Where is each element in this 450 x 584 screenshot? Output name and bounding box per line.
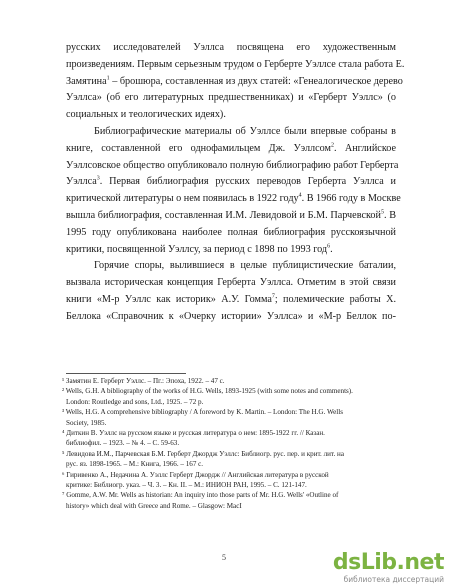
- text-run: Уэллсовское общество опубликовало полную библиографию работ Герберта: [66, 159, 399, 171]
- paragraph-line: [66, 292, 396, 309]
- watermark-subtitle: библиотека диссертаций: [343, 575, 444, 584]
- text-run: критической литературы о нем появилась в 1922 году: [66, 193, 299, 205]
- footnote-ref[interactable]: 2: [330, 142, 334, 149]
- footnote-line: history» which deal with Greece and Rome. – Glasgow: MacI: [66, 501, 242, 510]
- text-run: Библиографические материалы об Уэллсе были впервые собраны в: [94, 125, 396, 137]
- paragraph-line: [66, 141, 396, 158]
- text-run: Уэллса: [66, 176, 97, 188]
- footnote-line: London: Routledge and sons, Ltd., 1925. – 72 p.: [66, 397, 204, 406]
- footnote-line: ⁷ Gomme, A.W. Mr. Wells as historian: An inquiry into those parts of Mr. H.G. Wells' «Outline of: [62, 491, 339, 500]
- paragraph-line: [66, 57, 405, 74]
- paragraph-line: [66, 90, 396, 107]
- paragraph-line: [66, 258, 396, 275]
- footnote-line: ² Wells, G.H. A bibliography of the works of H.G. Wells, 1893-1925 (with some notes and comments).: [62, 387, 353, 396]
- watermark-logo: dsLib.net: [332, 550, 444, 575]
- footnote-line: ⁴ Диткин В. Уэллс на русском языке и русская литература о нем: 1895-1922 гг. // Казан.: [62, 429, 325, 438]
- paragraph-line: [66, 242, 396, 259]
- footnote-line: библиофил. – 1923. – № 4. – С. 59-63.: [66, 439, 180, 448]
- footnote-line: критике: Библиогр. указ. – Ч. 3. – Кн. II. – М.: ИНИОН РАН, 1995. – С. 121-147.: [66, 481, 307, 490]
- paragraph-line: [66, 174, 396, 191]
- footnote-ref[interactable]: 4: [298, 192, 302, 199]
- text-run: Горячие споры, вылившиеся в целые публицистические баталии,: [94, 260, 396, 272]
- text-run: . Первая библиография русских переводов Герберта Уэллса и: [99, 176, 396, 188]
- text-run: книге, составленной его однофамильцем Дж. Уэллсом: [66, 142, 331, 154]
- footnote-ref[interactable]: 3: [96, 175, 100, 182]
- paragraph-line: [66, 124, 396, 141]
- text-run: русских исследователей Уэллса посвящена его художественным: [66, 42, 396, 53]
- text-run: . В: [383, 209, 396, 221]
- body-text: [66, 40, 405, 326]
- footnote-line: Society, 1985.: [66, 418, 107, 427]
- text-run: социальных и теологических идеях).: [66, 109, 226, 121]
- text-run: вызвала историческая концепция Герберта Уэллса. Отметим в этой связи: [66, 277, 396, 289]
- footnote-ref[interactable]: 6: [327, 243, 331, 250]
- text-run: . Английское: [333, 142, 396, 154]
- paragraph-line: [66, 208, 396, 225]
- paragraph-line: [66, 40, 396, 57]
- paragraph-line: [66, 107, 396, 124]
- text-run: – брошюра, составленная из двух статей: «Генеалогическое дерево: [109, 75, 403, 87]
- text-run: Беллока «Справочник к «Очерку истории» Уэллса» и «М-р Беллок по-: [66, 310, 396, 322]
- text-run: 1995 году опубликована наиболее полная библиография русскоязычной: [66, 226, 396, 238]
- paragraph-line: [66, 158, 399, 175]
- text-run: .: [330, 243, 333, 255]
- text-run: . В 1966 году в Москве: [301, 193, 401, 205]
- paragraph-line: [66, 225, 396, 242]
- paragraph-line: [66, 275, 396, 292]
- text-run: произведениям. Первым серьезным трудом о Герберте Уэллсе стала работа Е.: [66, 58, 405, 70]
- footnote-ref[interactable]: 7: [271, 293, 275, 300]
- paragraph-line: [66, 74, 403, 91]
- text-run: книги «М-р Уэллс как историк» А.У. Гомма: [66, 293, 272, 305]
- page-number: 5: [222, 553, 226, 562]
- text-run: вышла библиография, составленная И.М. Левидовой и Б.М. Парчевской: [66, 209, 381, 221]
- footnotes: [62, 376, 398, 511]
- paragraph-line: [66, 309, 396, 326]
- footnote-ref[interactable]: 1: [106, 75, 110, 82]
- footnote-line: рус. яз. 1898-1965. – М.: Книга, 1966. – 167 с.: [66, 460, 204, 469]
- footnote-line: ⁶ Гиривенко А., Недачина А. Уэллс Герберт Джордж // Английская литература в русской: [62, 470, 329, 479]
- footnote-line: ⁵ Левидова И.М., Парчевская Б.М. Герберт Джордж Уэллс: Библиогр. рус. пер. и крит. лит. на: [62, 449, 344, 458]
- text-run: Замятина: [66, 75, 107, 87]
- footnote-line: ¹ Замятин Е. Герберт Уэллс. – Пг.: Эпоха, 1922. – 47 с.: [62, 377, 225, 385]
- watermark: [332, 550, 444, 584]
- footnote-ref[interactable]: 5: [380, 209, 384, 216]
- text-run: Уэллса» (об его литературных предшественниках) и «Герберт Уэллс» (о: [66, 92, 396, 104]
- text-run: критики, посвященной Уэллсу, за период с 1898 по 1993 год: [66, 243, 328, 255]
- footnote-separator: [66, 373, 186, 374]
- paragraph-line: [66, 191, 401, 208]
- footnote-line: ³ Wells, H.G. A comprehensive bibliography / A foreword by K. Martin. – London: The H.G. Wells: [62, 408, 343, 417]
- text-run: ; полемические работы Х.: [274, 293, 396, 305]
